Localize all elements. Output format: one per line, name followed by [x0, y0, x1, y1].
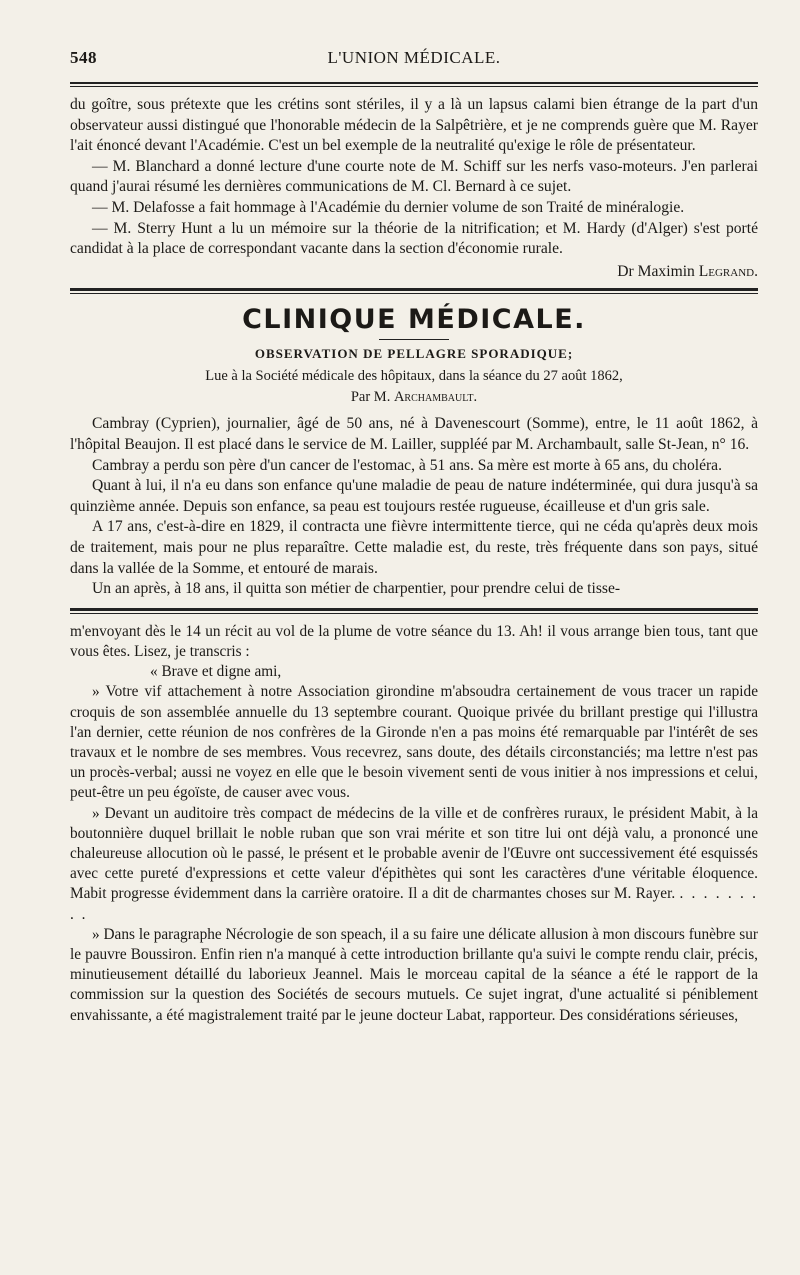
paragraph-text: » Devant un auditoire très compact de médecins de la ville et de confrères ruraux, le président Mabit, à la boutonnière duquel brillait le noble ruban que son vrai mérite et son titre lui ont déjà valu, a prononcé une chaleureuse allocution où le passé, le présent et le probable avenir de l'Œuvre ont successivement été esquissés avec cette pureté d'expressions et cette valeur d'épithètes qui sont les caractères d'une véritable éloquence. Mabit progresse évidemment dans la carrière oratoire. Il a dit de charmantes choses sur M. Rayer.	[70, 804, 758, 903]
paragraph: m'envoyant dès le 14 un récit au vol de la plume de votre séance du 13. Ah! il vous arrange bien tous, tant que vous êtes. Lisez, je transcris :	[70, 622, 758, 660]
paragraph	[70, 804, 758, 925]
paragraph: Quant à lui, il n'a eu dans son enfance qu'une maladie de peau de nature indéterminée, qui dura jusqu'à sa quinzième année. Depuis son enfance, sa peau est toujours restée rugueuse, écailleuse et d'un gris sale.	[70, 477, 758, 515]
paragraph: Cambray (Cyprien), journalier, âgé de 50 ans, né à Davenescourt (Somme), entre, le 11 août 1862, à l'hôpital Beaujon. Il est placé dans le service de M. Lailler, suppléé par M. Archambault, salle St-Jean, n° 16.	[70, 415, 758, 453]
paragraph: » Votre vif attachement à notre Association girondine m'absoudra certainement de vous tracer un rapide croquis de son assemblée annuelle du 13 septembre courant. Quoique privée du brillant prestige qui l'illustra l'an dernier, cette réunion de nos confrères de la Gironde n'en a pas moins été remarquable par l'intérêt de ses travaux et le nombre de ses membres. Vous recevrez, sans doute, des détails circonstanciés; ma lettre n'est pas un procès-verbal; aussi ne voyez en elle que le besoin vivement senti de vous initier à nos impressions et celui, peut-être un peu égoïste, de causer avec vous.	[70, 683, 758, 802]
running-head	[70, 48, 758, 74]
feuilleton-block	[70, 622, 758, 1026]
paragraph: — M. Delafosse a fait hommage à l'Académie du dernier volume de son Traité de minéralogie.	[92, 198, 685, 216]
signature	[70, 262, 758, 283]
title-rule	[379, 339, 449, 340]
paragraph: — M. Sterry Hunt a lu un mémoire sur la théorie de la nitrification; et M. Hardy (d'Alger) s'est porté candidat à la place de correspondant vacante dans la section d'économie rurale.	[70, 219, 758, 258]
paragraph: du goître, sous prétexte que les crétins sont stériles, il y a là un lapsus calami bien étrange de la part d'un observateur aussi distingué que l'honorable médecin de la Salpêtrière, et je ne comprends guère que M. Rayer l'ait énoncé devant l'Académie. C'est un bel exemple de la neutralité qu'exige le rôle de présentateur.	[70, 96, 758, 155]
clinical-case-block	[70, 414, 758, 599]
salutation: « Brave et digne ami,	[150, 663, 282, 681]
header-rule-thin	[70, 86, 758, 87]
paragraph: Un an après, à 18 ans, il quitta son métier de charpentier, pour prendre celui de tisse-	[92, 580, 621, 598]
academy-report-block	[70, 95, 758, 282]
author-prefix: Par M.	[350, 389, 391, 406]
page-number: 548	[70, 48, 97, 67]
section-title: CLINIQUE MÉDICALE.	[242, 304, 586, 336]
observation-author	[70, 389, 758, 406]
signature-name: Legrand.	[698, 262, 758, 280]
observation-subtitle: Lue à la Société médicale des hôpitaux, dans la séance du 27 août 1862,	[205, 368, 623, 385]
journal-title: L'UNION MÉDICALE.	[327, 48, 501, 67]
signature-prefix: Dr Maximin	[617, 262, 695, 280]
feuilleton-divider	[70, 608, 758, 614]
paragraph: — M. Blanchard a donné lecture d'une courte note de M. Schiff sur les nerfs vaso-moteurs. J'en parlerai quand j'aurai résumé les dernières communications de M. Cl. Bernard à ce sujet.	[70, 157, 758, 196]
ellipsis-dots: . . . . . . . . .	[70, 885, 758, 923]
author-name: Archambault.	[393, 389, 478, 406]
section-divider	[70, 288, 758, 294]
header-rule	[70, 82, 758, 84]
paragraph: A 17 ans, c'est-à-dire en 1829, il contracta une fièvre intermittente tierce, qui ne céda qu'après deux mois de traitement, mais pour ne plus reparaître. Cette maladie est, du reste, très fréquente dans son pays, situé dans la vallée de la Somme, et entouré de marais.	[70, 518, 758, 577]
paragraph: » Dans le paragraphe Nécrologie de son speach, il a su faire une délicate allusion à mon discours funèbre sur le pauvre Boussiron. Enfin rien n'a manqué à cette introduction brillante qu'a suivi le compte rendu clair, précis, minutieusement détaillé du laborieux Jeannel. Mais le morceau capital de la séance a été le rapport de la commission sur la question des Sociétés de secours mutuels. Ce sujet ingrat, d'une actualité si péniblement envahissante, a été magistralement traité par le jeune docteur Labat, rapporteur. Des considérations sérieuses,	[70, 925, 758, 1024]
observation-title: OBSERVATION DE PELLAGRE SPORADIQUE;	[254, 346, 574, 362]
paragraph: Cambray a perdu son père d'un cancer de l'estomac, à 51 ans. Sa mère est morte à 65 ans, du choléra.	[92, 456, 723, 474]
